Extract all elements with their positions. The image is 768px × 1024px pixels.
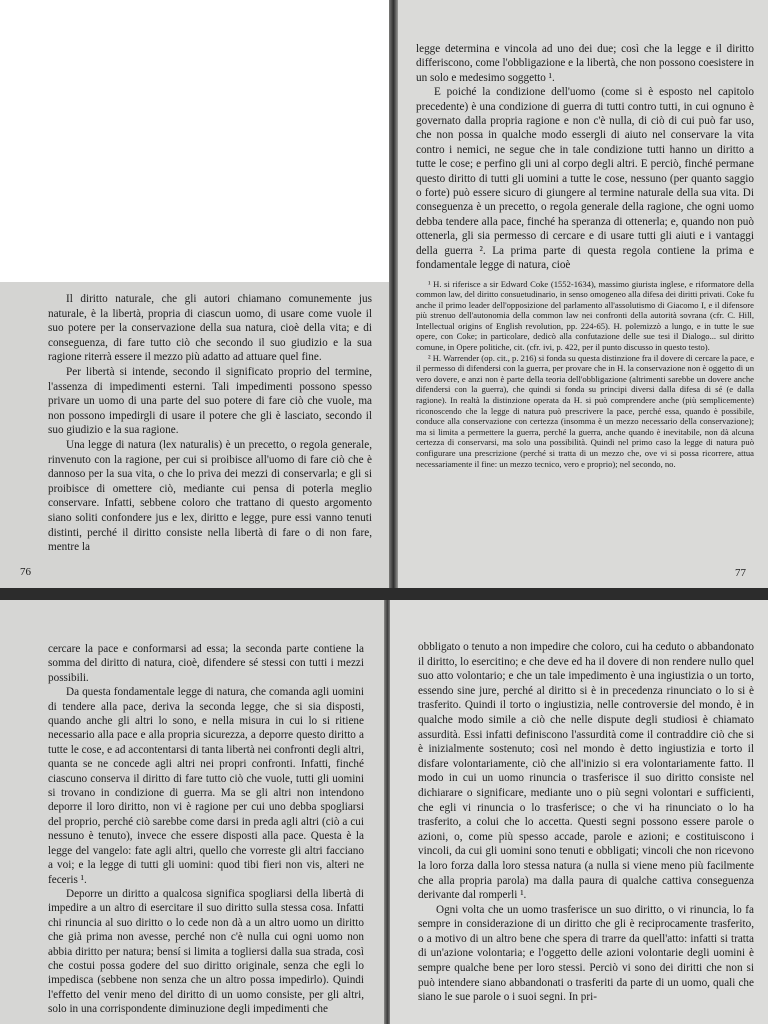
page-79	[390, 600, 768, 1024]
paragraph: cercare la pace e conformarsi ad essa; la seconda parte contiene la somma del diritto di natura, cioè, difendere sé stessi con tutti i mezzi possibili.	[48, 643, 364, 684]
page-77	[398, 0, 768, 588]
paragraph: obbligato o tenuto a non impedire che coloro, cui ha ceduto o abbandonato il diritto, lo esercitino; e che deve ed ha il dovere di non rendere nullo quel suo atto volontario; e che un tale impedimento è una ingiustizia o un torto, essendo sine jure, perché al diritto si è in precedenza rinunciato o lo si è trasferito. Quindi il torto o ingiustizia, nelle controversie del mondo, è in qualche modo simile a ciò che nelle dispute degli studiosi è chiamato assurdità. Essi infatti definiscono l'assurdità come il contraddire ciò che si è inizialmente sostenuto; così nel mondo è detto ingiustizia e torto il disfare volontariamente, ciò che all'inizio si era volontariamente fatto. Il modo in cui un uomo rinuncia o trasferisce il suo diritto consiste nel dichiarare o significare, mediante uno o più segni volontari e sufficienti, che egli vi rinuncia o lo trasferisce; o che vi ha rinunciato o lo ha trasferito, a colui che lo accetta. Questi segni possono essere parole o azioni, o, come più spesso accade, parole e azioni; e costituiscono i vincoli, da cui gli uomini sono tenuti e obbligati; vincoli che non ricevono la loro forza dalla loro stessa natura (a nulla si viene meno più facilmente che alla propria parola) ma dalla paura di qualche cattiva conseguenza derivante dal romperli ¹.	[418, 641, 754, 902]
paragraph: E poiché la condizione dell'uomo (come si è esposto nel capitolo precedente) è una condizione di guerra di tutti contro tutti, in cui ognuno è governato dalla propria ragione e non c'è nulla, di ciò di cui può far uso, che non possa in qualche modo essergli di aiuto nel conservare la vita contro i nemici, ne segue che in tale condizione tutti hanno un diritto a tutte le cose; e perfino gli uni al corpo degli altri. E perciò, finché permane questo diritto di tutti gli uomini a tutte le cose, nessuno (per quanto saggio o forte) può essere sicuro di giungere al termine naturale della sua vita. Di conseguenza è un precetto, o regola generale della ragione, che ogni uomo debba tendere alla pace, finché ha speranza di ottenerla; e, quando non può ottenerla, gli sia permesso di cercare e di usare tutti gli aiuti e i vantaggi della guerra ². La prima parte di questa regola contiene la prima e fondamentale legge di natura, cioè	[416, 86, 754, 272]
page-76	[0, 282, 390, 588]
blank-page-area	[0, 0, 398, 282]
page-number: 76	[20, 566, 31, 579]
paragraph: Il diritto naturale, che gli autori chiamano comunemente jus naturale, è la libertà, propria di ciascun uomo, di usare come vuole il suo potere per la conservazione della sua natura, cioè della vita; e di conseguenza, di fare tutto ciò che secondo il suo giudizio e la sua ragione riterrà essere il mezzo più adatto ad attuare quel fine.	[48, 293, 372, 364]
page-number: 77	[735, 566, 746, 579]
footnote: ¹ H. si riferisce a sir Edward Coke (1552-1634), massimo giurista inglese, e riformatore della common law, del diritto consuetudinario, in senso omogeneo alla difesa dei diritti privati. Coke fu anche il primo leader dell'opposizione del parlamento all'assolutismo di Giacomo I, e il difensore più strenuo dell'autonomia della common law nei confronti della autorità sovrana (cfr. C. Hill, Intellectual origins of English revolution, pp. 224-65). H. polemizzò a lungo, e in tutte le sue opere, con Coke; in particolare, dedicò alla confutazione delle sue tesi il Dialogo... sul diritto comune, in Opere politiche, cit. (cfr. ivi, p. 422, per il punto discusso in questo testo).	[416, 278, 754, 353]
paragraph: legge determina e vincola ad uno dei due; così che la legge e il diritto differiscono, come l'obbligazione e la libertà, che non possono coesistere in un solo e medesimo soggetto ¹.	[416, 43, 754, 84]
footnote: ² H. Warrender (op. cit., p. 216) si fonda su questa distinzione fra il dovere di cercare la pace, e il permesso di difendersi con la guerra, per provare che in H. la conservazione non è oggetto di un vero dovere, e anzi non è parte della teoria dell'obbligazione (altrimenti sarebbe un dovere anche difendersi con la guerra), che quindi si fonda su principi diversi dalla difesa di sé (e dalla ragione). In realtà la distinzione operata da H. si può comprendere anche (più semplicemente) riconoscendo che la legge di natura può prescrivere la pace, perché essa, quando è possibile, conduce alla conservazione con certezza (insomma è un mezzo necessario della conservazione); ma si limita a permettere la guerra, perché la guerra, anche quando è inevitabile, non dà alcuna certezza di conservarsi, ma solo una possibilità. Quindi nel primo caso la legge di natura può configurare una prescrizione (perché si tratta di un mezzo che, ove vi si possa ricorrere, attua necessariamente il fine: un mezzo tecnico, vero e proprio); nel secondo, no.	[416, 352, 755, 469]
book-gutter	[389, 0, 398, 600]
scan-separator	[0, 588, 768, 600]
footnotes	[416, 279, 754, 470]
page-78	[0, 600, 386, 1024]
paragraph: Deporre un diritto a qualcosa significa spogliarsi della libertà di impedire a un altro di esercitare il suo diritto sulla stessa cosa. Infatti chi rinuncia al suo diritto o lo cede non dà a un altro uomo un diritto che già prima non avesse, perché non c'è nulla cui ogni uomo non abbia diritto per natura; bensí si limita a togliersi dalla sua strada, così che costui possa godere del suo diritto originale, senza che egli lo impedisca (sebbene non senza che un altro possa impedirlo). Quindi l'effetto del venir meno del diritto di un uomo consiste, per gli altri, solo in una corrispondente diminuzione degli impedimenti che	[48, 887, 364, 1016]
paragraph: Ogni volta che un uomo trasferisce un suo diritto, o vi rinuncia, lo fa sempre in considerazione di un diritto che gli è reciprocamente trasferito, o a motivo di un altro bene che spera di trarre da quell'atto: infatti si tratta di un'azione volontaria; e l'oggetto delle azioni volontarie degli uomini è sempre qualche bene per loro stessi. Perciò vi sono dei diritti che non si può intendere siano abbandonati o trasferiti da parte di un uomo, quali che siano le sue parole o i suoi segni. In pri-	[418, 903, 754, 1004]
paragraph: Da questa fondamentale legge di natura, che comanda agli uomini di tendere alla pace, deriva la seconda legge, che si sia disposti, quando anche gli altri lo sono, e nella misura in cui lo si ritiene necessario alla pace e alla propria sicurezza, a deporre questo diritto a tutte le cose, e ad accontentarsi di tanta libertà nei confronti degli altri, quanta se ne concede agli altri nei propri confronti. Infatti, finché ciascuno conserva il diritto di fare tutto ciò che vuole, tutti gli uomini si trovano in condizione di guerra. Ma se gli altri non intendono deporre il loro diritto, non vi è ragione per cui uno debba spogliarsi del proprio, perché ciò sarebbe come darsi in preda agli altri (ciò a cui nessuno è tenuto), invece che essere disposti alla pace. Questa è la legge del vangelo: fate agli altri, quello che vorreste gli altri facciano a voi; e la legge di tutti gli uomini: quod tibi fieri non vis, alteri ne feceris ¹.	[48, 686, 364, 886]
paragraph: Per libertà si intende, secondo il significato proprio del termine, l'assenza di impedimenti esterni. Tali impedimenti possono spesso privare un uomo di una parte del suo potere di fare ciò che vuole, ma non possono impedirgli di usare il potere che gli è lasciato, secondo il suo giudizio e la sua ragione.	[48, 365, 372, 437]
paragraph: Una legge di natura (lex naturalis) è un precetto, o regola generale, rinvenuto con la ragione, per cui si proibisce all'uomo di fare ciò che è dannoso per la sua vita, o che lo priva dei mezzi di conservarla; e gli si proibisce di omettere ciò, mediante cui pensa di poterla meglio conservare. Infatti, sebbene coloro che trattano di questo argomento siano soliti confondere jus e lex, diritto e legge, pure essi vanno tenuti distinti, perché il diritto consiste nella libertà di fare o di non fare, mentre la	[48, 438, 372, 554]
